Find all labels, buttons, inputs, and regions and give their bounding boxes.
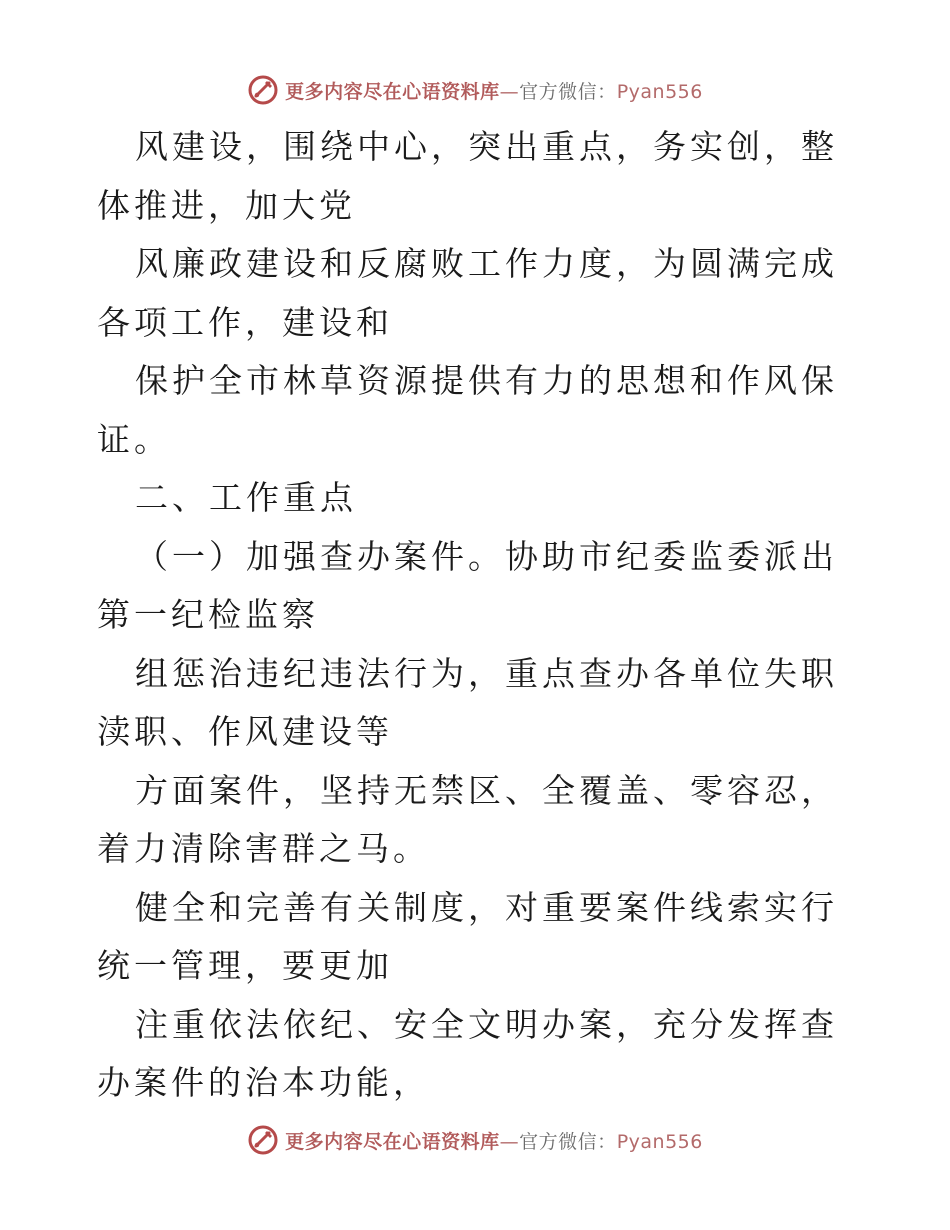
watermark-site: 更多内容尽在心语资料库 bbox=[285, 80, 500, 103]
paragraph: 保护全市林草资源提供有力的思想和作风保证。 bbox=[97, 361, 838, 459]
watermark-id: Pyan556 bbox=[616, 1130, 703, 1153]
watermark-site: 更多内容尽在心语资料库 bbox=[285, 1130, 500, 1153]
watermark-dash: — bbox=[499, 80, 520, 103]
paragraph: 注重依法依纪、安全文明办案，充分发挥查办案件的治本功能， bbox=[97, 1004, 838, 1102]
paragraph: 风廉政建设和反腐败工作力度，为圆满完成各项工作，建设和 bbox=[97, 244, 838, 342]
brand-logo-icon bbox=[247, 1124, 279, 1156]
watermark-text bbox=[285, 1127, 703, 1154]
watermark-label: 官方微信： bbox=[519, 1130, 617, 1153]
document-body bbox=[97, 118, 857, 1113]
header-watermark bbox=[0, 70, 950, 110]
section-heading: 二、工作重点 bbox=[135, 478, 357, 517]
paragraph: 健全和完善有关制度，对重要案件线索实行统一管理，要更加 bbox=[97, 887, 838, 985]
footer-watermark bbox=[0, 1120, 950, 1160]
watermark-label: 官方微信： bbox=[519, 80, 617, 103]
watermark-dash: — bbox=[499, 1130, 520, 1153]
paragraph: （一）加强查办案件。协助市纪委监委派出第一纪检监察 bbox=[97, 536, 838, 634]
watermark-id: Pyan556 bbox=[616, 80, 703, 103]
paragraph: 方面案件，坚持无禁区、全覆盖、零容忍，着力清除害群之马。 bbox=[97, 770, 838, 868]
watermark-text bbox=[285, 77, 703, 104]
brand-logo-icon bbox=[247, 74, 279, 106]
paragraph: 组惩治违纪违法行为，重点查办各单位失职渎职、作风建设等 bbox=[97, 653, 838, 751]
paragraph: 风建设，围绕中心，突出重点，务实创，整体推进，加大党 bbox=[97, 127, 838, 225]
